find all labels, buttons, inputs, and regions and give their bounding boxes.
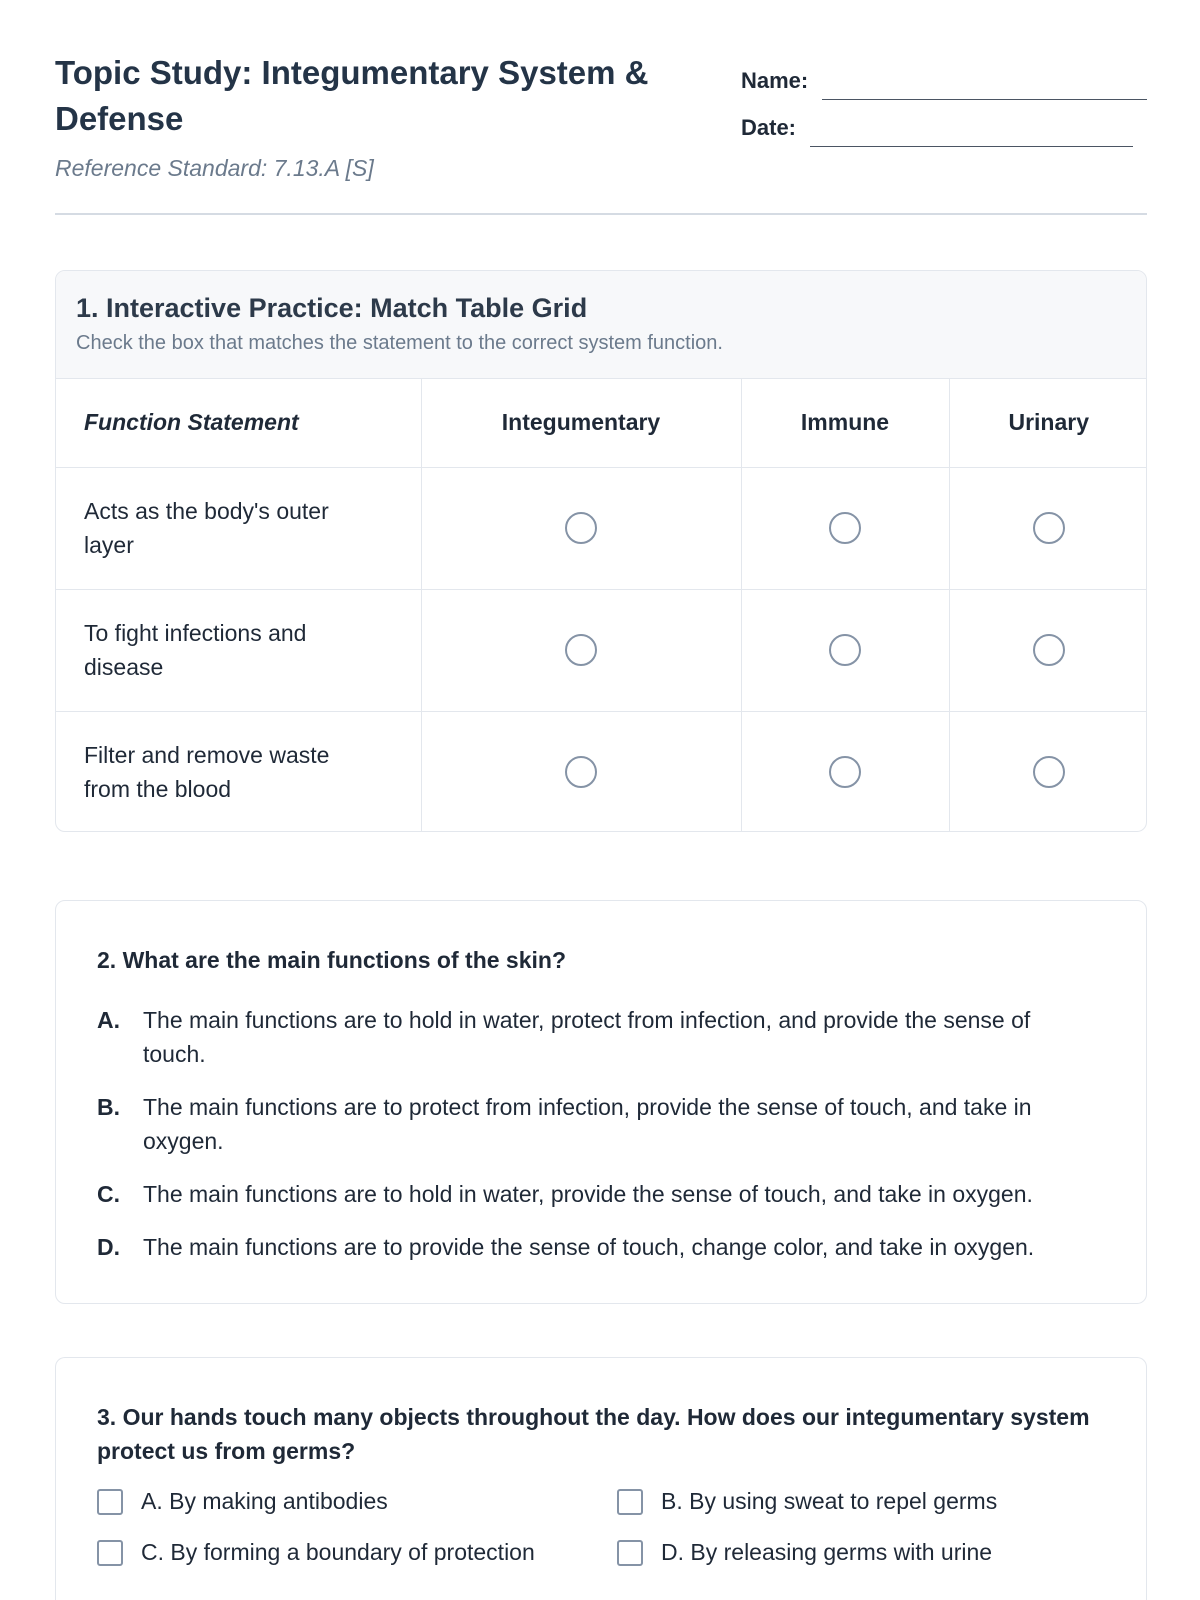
function-statement: Filter and remove waste from the blood [56, 711, 421, 832]
checkbox-option-b[interactable] [617, 1488, 1137, 1515]
radio-urinary[interactable] [1033, 512, 1065, 544]
section-header [56, 271, 1146, 379]
option-text: The main functions are to protect from infection, provide the sense of touch, and take in oxygen. [143, 1094, 1032, 1154]
table-header-row [56, 379, 1147, 467]
option-letter: A. [97, 1007, 120, 1033]
checkbox-label: B. By using sweat to repel germs [661, 1488, 998, 1514]
checkbox-options [97, 1488, 1106, 1566]
table-cell [741, 589, 949, 711]
match-table-section [55, 270, 1147, 832]
checkbox[interactable] [97, 1489, 123, 1515]
table-cell [421, 589, 741, 711]
answer-option-d[interactable] [97, 1230, 1106, 1264]
question-2-card [55, 900, 1147, 1304]
answer-option-b[interactable] [97, 1090, 1106, 1158]
column-header: Integumentary [421, 379, 741, 467]
match-table [56, 379, 1147, 832]
question-3-card [55, 1357, 1147, 1600]
option-text: The main functions are to provide the sense of touch, change color, and take in oxygen. [143, 1234, 1035, 1260]
section-instructions: Check the box that matches the statement to the correct system function. [76, 332, 723, 354]
column-header: Immune [741, 379, 949, 467]
option-letter: C. [97, 1181, 120, 1207]
checkbox-option-d[interactable] [617, 1539, 1137, 1566]
section-title: 1. Interactive Practice: Match Table Grid [76, 293, 588, 323]
radio-integumentary[interactable] [565, 634, 597, 666]
option-text: The main functions are to hold in water, protect from infection, and provide the sense of touch. [143, 1007, 1031, 1067]
question-text: 3. Our hands touch many objects throughout the day. How does our integumentary system protect us from germs? [97, 1404, 1090, 1464]
question-text: 2. What are the main functions of the skin? [97, 947, 566, 973]
column-header: Urinary [949, 379, 1147, 467]
table-cell [741, 467, 949, 589]
checkbox-label: D. By releasing germs with urine [661, 1539, 993, 1565]
table-row [56, 711, 1147, 832]
student-info-fields [741, 56, 1147, 150]
radio-integumentary[interactable] [565, 756, 597, 788]
radio-urinary[interactable] [1033, 756, 1065, 788]
page-title: Topic Study: Integumentary System & Defense [55, 54, 649, 137]
checkbox[interactable] [97, 1540, 123, 1566]
table-cell [949, 589, 1147, 711]
checkbox[interactable] [617, 1489, 643, 1515]
checkbox-option-c[interactable] [97, 1539, 617, 1566]
table-cell [421, 711, 741, 832]
checkbox-label: C. By forming a boundary of protection [141, 1539, 535, 1565]
date-input-line[interactable] [810, 117, 1133, 147]
table-cell [949, 467, 1147, 589]
option-letter: B. [97, 1094, 120, 1120]
date-field[interactable] [741, 103, 1147, 147]
function-statement: Acts as the body's outer layer [56, 467, 421, 589]
radio-immune[interactable] [829, 756, 861, 788]
option-text: The main functions are to hold in water, provide the sense of touch, and take in oxygen. [143, 1181, 1033, 1207]
reference-standard: Reference Standard: 7.13.A [S] [55, 155, 374, 181]
radio-urinary[interactable] [1033, 634, 1065, 666]
radio-immune[interactable] [829, 634, 861, 666]
date-label: Date: [741, 115, 797, 140]
checkbox-option-a[interactable] [97, 1488, 617, 1515]
table-cell [741, 711, 949, 832]
name-label: Name: [741, 68, 809, 93]
table-row [56, 589, 1147, 711]
table-cell [949, 711, 1147, 832]
radio-immune[interactable] [829, 512, 861, 544]
function-statement: To fight infections and disease [56, 589, 421, 711]
name-input-line[interactable] [822, 70, 1147, 100]
table-row [56, 467, 1147, 589]
table-cell [421, 467, 741, 589]
checkbox-label: A. By making antibodies [141, 1488, 388, 1514]
header-divider [55, 213, 1147, 215]
option-letter: D. [97, 1234, 120, 1260]
radio-integumentary[interactable] [565, 512, 597, 544]
column-header: Function Statement [56, 379, 421, 467]
answer-option-a[interactable] [97, 1003, 1106, 1071]
answer-options [97, 1003, 1106, 1264]
answer-option-c[interactable] [97, 1177, 1106, 1211]
name-field[interactable] [741, 56, 1147, 100]
checkbox[interactable] [617, 1540, 643, 1566]
